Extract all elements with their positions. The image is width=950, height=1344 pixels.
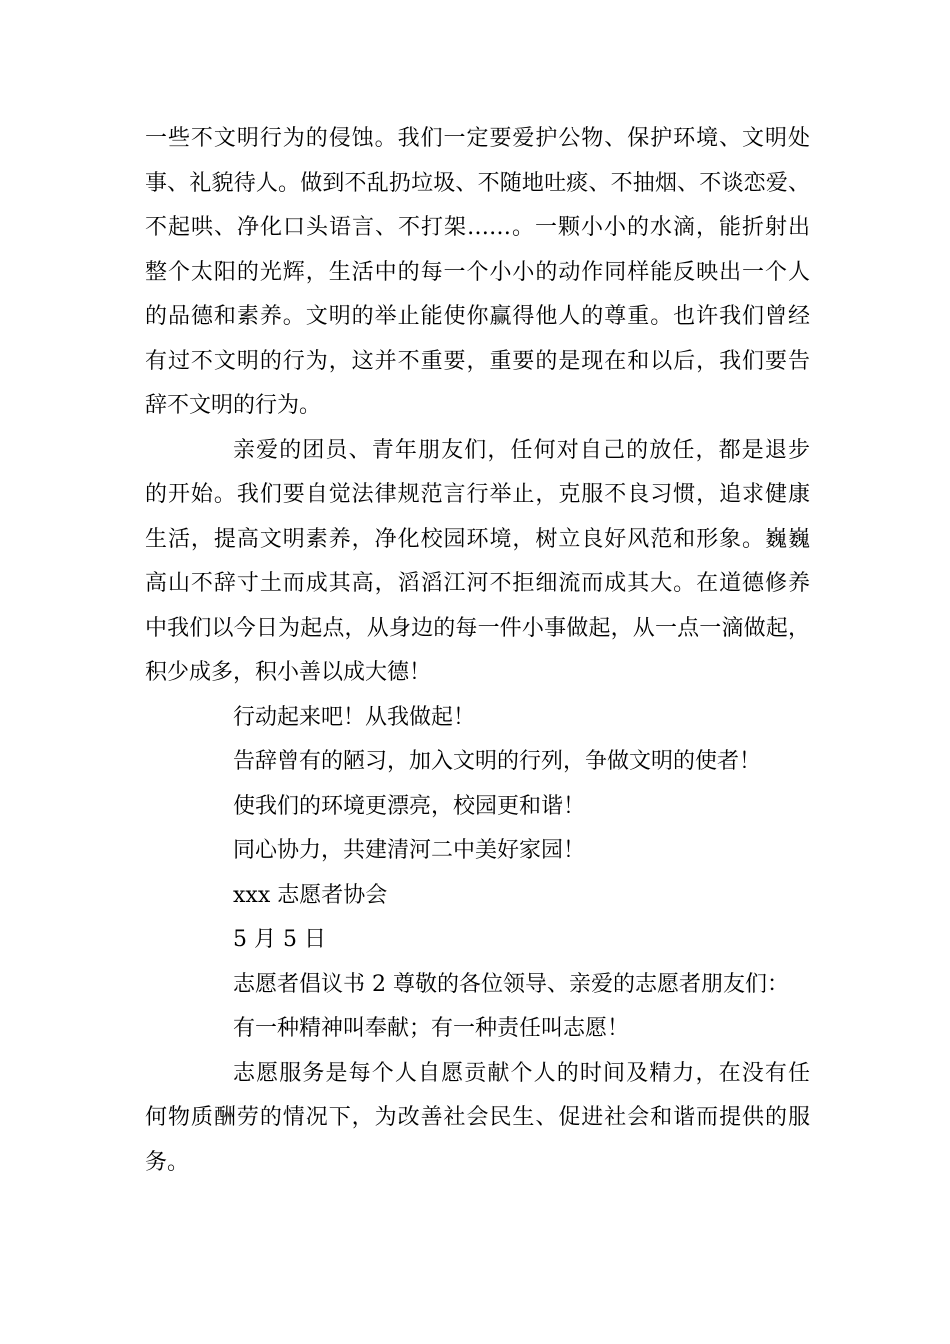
paragraph-line: 中我们以今日为起点，从身边的每一件小事做起，从一点一滴做起，: [145, 615, 810, 641]
date-line: 5 月 5 日: [233, 927, 326, 952]
paragraph-line: 务。: [145, 1149, 190, 1175]
paragraph-line: 积少成多，积小善以成大德！: [145, 660, 432, 685]
paragraph-line: 亲爱的团员、青年朋友们，任何对自己的放任，都是退步: [233, 437, 810, 463]
signature-line: xxx 志愿者协会: [233, 882, 388, 908]
slogan-line: 使我们的环境更漂亮，校园更和谐！: [233, 793, 586, 819]
paragraph-line: 一些不文明行为的侵蚀。我们一定要爱护公物、保护环境、文明处: [145, 126, 810, 151]
slogan-line: 同心协力，共建清河二中美好家园！: [233, 838, 586, 863]
slogan-line: 有一种精神叫奉献；有一种责任叫志愿！: [233, 1016, 630, 1041]
paragraph-line: 生活，提高文明素养，净化校园环境，树立良好风范和形象。巍巍: [145, 526, 810, 552]
paragraph-line: 整个太阳的光辉，生活中的每一个小小的动作同样能反映出一个人: [145, 259, 810, 285]
paragraph-line: 事、礼貌待人。做到不乱扔垃圾、不随地吐痰、不抽烟、不谈恋爱、: [145, 170, 810, 196]
paragraph-line: 的开始。我们要自觉法律规范言行举止，克服不良习惯，追求健康: [145, 482, 810, 507]
paragraph-line: 志愿服务是每个人自愿贡献个人的时间及精力，在没有任: [233, 1060, 810, 1086]
slogan-line: 行动起来吧！从我做起！: [233, 704, 476, 730]
document-body: [145, 117, 810, 1185]
paragraph-line: 何物质酬劳的情况下，为改善社会民生、促进社会和谐而提供的服: [145, 1105, 810, 1130]
paragraph-line: 高山不辞寸土而成其高，滔滔江河不拒细流而成其大。在道德修养: [145, 571, 810, 596]
paragraph-line: 不起哄、净化口头语言、不打架……。一颗小小的水滴，能折射出: [145, 215, 810, 240]
paragraph-line: 有过不文明的行为，这并不重要，重要的是现在和以后，我们要告: [145, 348, 810, 374]
paragraph-line: 的品德和素养。文明的举止能使你赢得他人的尊重。也许我们曾经: [145, 304, 810, 329]
paragraph-line: 辞不文明的行为。: [145, 393, 322, 418]
slogan-line: 告辞曾有的陋习，加入文明的行列，争做文明的使者！: [233, 749, 762, 774]
heading-line: 志愿者倡议书 2 尊敬的各位领导、亲爱的志愿者朋友们：: [233, 971, 789, 997]
